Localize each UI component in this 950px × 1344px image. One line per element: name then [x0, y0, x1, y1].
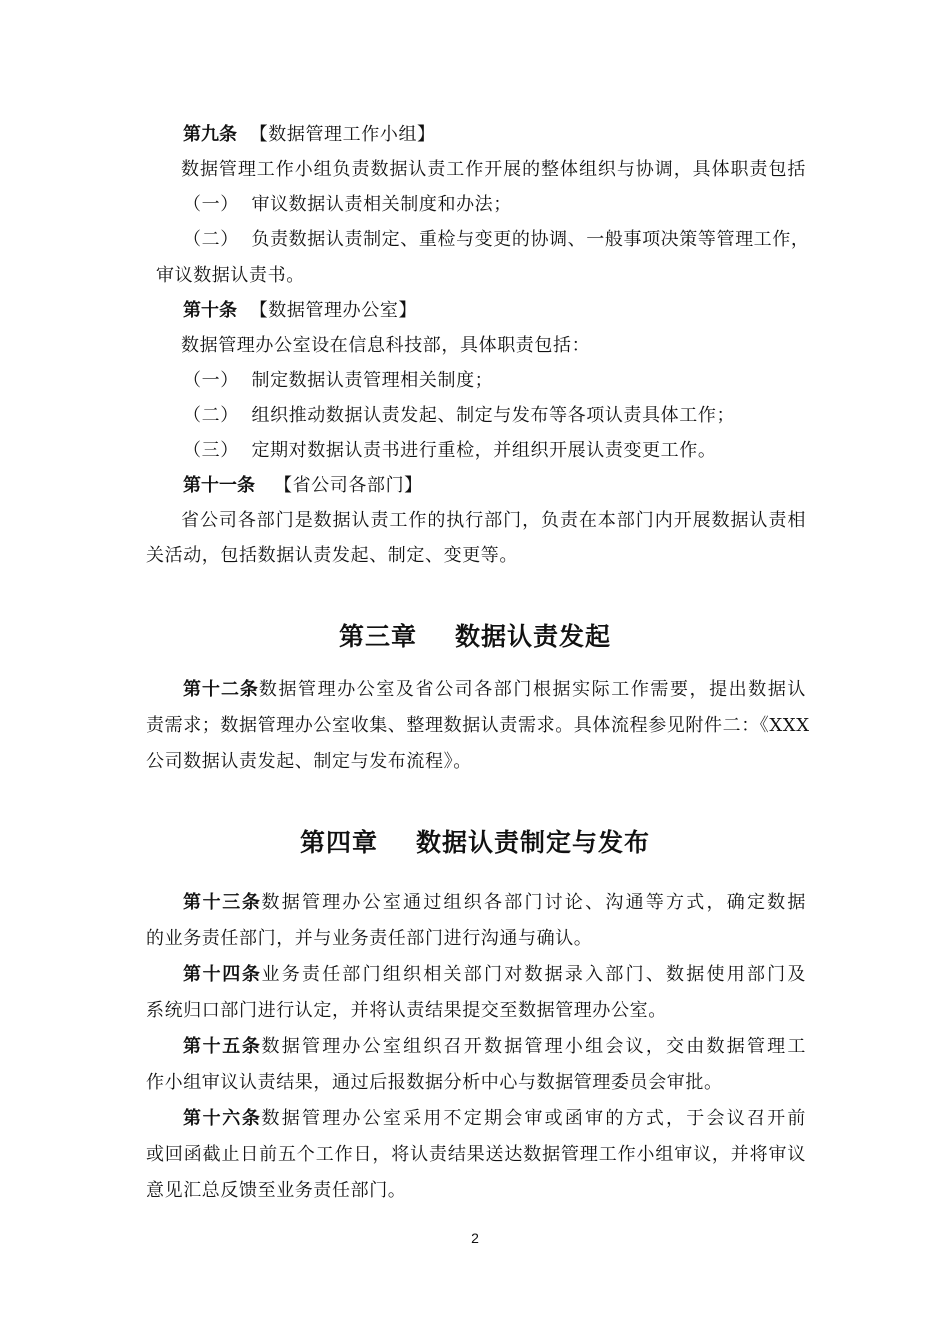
paragraph-line: 系统归口部门进行认定，并将认责结果提交至数据管理办公室。: [146, 1000, 667, 1021]
paragraph-line: 或回函截止日前五个工作日，将认责结果送达数据管理工作小组审议，并将审议: [146, 1144, 806, 1165]
article-title: 【数据管理工作小组】: [249, 124, 436, 145]
list-item-text: 组织推动数据认责发起、制定与发布等各项认责具体工作；: [251, 405, 736, 426]
paragraph-line: [183, 678, 806, 702]
chapter-3-heading: [0, 621, 950, 653]
list-item: [183, 228, 809, 252]
article-number: 第十三条: [183, 892, 262, 913]
article-text: 业务责任部门组织相关部门对数据录入部门、数据使用部门及: [261, 964, 807, 985]
list-item: [183, 369, 493, 393]
article-text: 数据管理办公室通过组织各部门讨论、沟通等方式，确定数据: [261, 892, 807, 913]
list-marker: （二）: [183, 405, 239, 426]
list-item-text: 审议数据认责相关制度和办法；: [251, 194, 512, 215]
chapter-title: 数据认责发起: [455, 622, 612, 651]
article-text: 数据管理办公室及省公司各部门根据实际工作需要，提出数据认: [258, 679, 807, 700]
list-item-text: 定期对数据认责书进行重检，并组织开展认责变更工作。: [251, 440, 717, 461]
article-number: 第十六条: [183, 1108, 262, 1129]
paragraph-line: [183, 1035, 806, 1059]
page-number: 2: [471, 1230, 479, 1246]
paragraph-line: 意见汇总反馈至业务责任部门。: [146, 1180, 407, 1201]
list-item: [183, 193, 512, 217]
article-number: 第十一条: [183, 475, 255, 496]
article-number: 第十五条: [183, 1036, 262, 1057]
paragraph-line: 审议数据认责书。: [156, 265, 305, 286]
chapter-4-heading: [0, 827, 950, 859]
paragraph-line: 责需求；数据管理办公室收集、整理数据认责需求。具体流程参见附件二：《XXX: [146, 715, 810, 736]
list-item-text: 负责数据认责制定、重检与变更的协调、一般事项决策等管理工作，: [251, 229, 810, 250]
paragraph-line: [183, 891, 806, 915]
article-number: 第十四条: [183, 964, 262, 985]
article-title: 【省公司各部门】: [273, 475, 423, 496]
list-item-text: 制定数据认责管理相关制度；: [251, 370, 494, 391]
article-10-title: [183, 299, 417, 323]
paragraph-line: [183, 1107, 806, 1131]
list-marker: （三）: [183, 440, 239, 461]
article-text: 数据管理办公室组织召开数据管理小组会议，交由数据管理工: [261, 1036, 807, 1057]
list-marker: （一）: [183, 370, 239, 391]
list-item: [183, 404, 735, 428]
paragraph-line: 省公司各部门是数据认责工作的执行部门，负责在本部门内开展数据认责相: [181, 510, 806, 531]
paragraph-line: [183, 963, 806, 987]
article-text: 数据管理办公室采用不定期会审或函审的方式，于会议召开前: [261, 1108, 807, 1129]
article-11-title: [183, 474, 423, 498]
paragraph-line: 的业务责任部门，并与业务责任部门进行沟通与确认。: [146, 928, 593, 949]
paragraph-line: 数据管理办公室设在信息科技部，具体职责包括：: [181, 335, 591, 356]
list-marker: （一）: [183, 194, 239, 215]
article-number: 第九条: [183, 124, 237, 145]
article-9-title: [183, 123, 436, 147]
paragraph-line: 关活动，包括数据认责发起、制定、变更等。: [146, 545, 518, 566]
paragraph-line: 公司数据认责发起、制定与发布流程》。: [146, 751, 472, 772]
list-marker: （二）: [183, 229, 239, 250]
chapter-title: 数据认责制定与发布: [416, 828, 651, 857]
chapter-number: 第三章: [338, 622, 417, 651]
chapter-number: 第四章: [299, 828, 378, 857]
paragraph-line: 数据管理工作小组负责数据认责工作开展的整体组织与协调，具体职责包括: [181, 159, 806, 180]
list-item: [183, 439, 716, 463]
article-number: 第十条: [183, 300, 237, 321]
paragraph-line: 作小组审议认责结果，通过后报数据分析中心与数据管理委员会审批。: [146, 1072, 723, 1093]
article-number: 第十二条: [183, 679, 259, 700]
article-title: 【数据管理办公室】: [249, 300, 418, 321]
